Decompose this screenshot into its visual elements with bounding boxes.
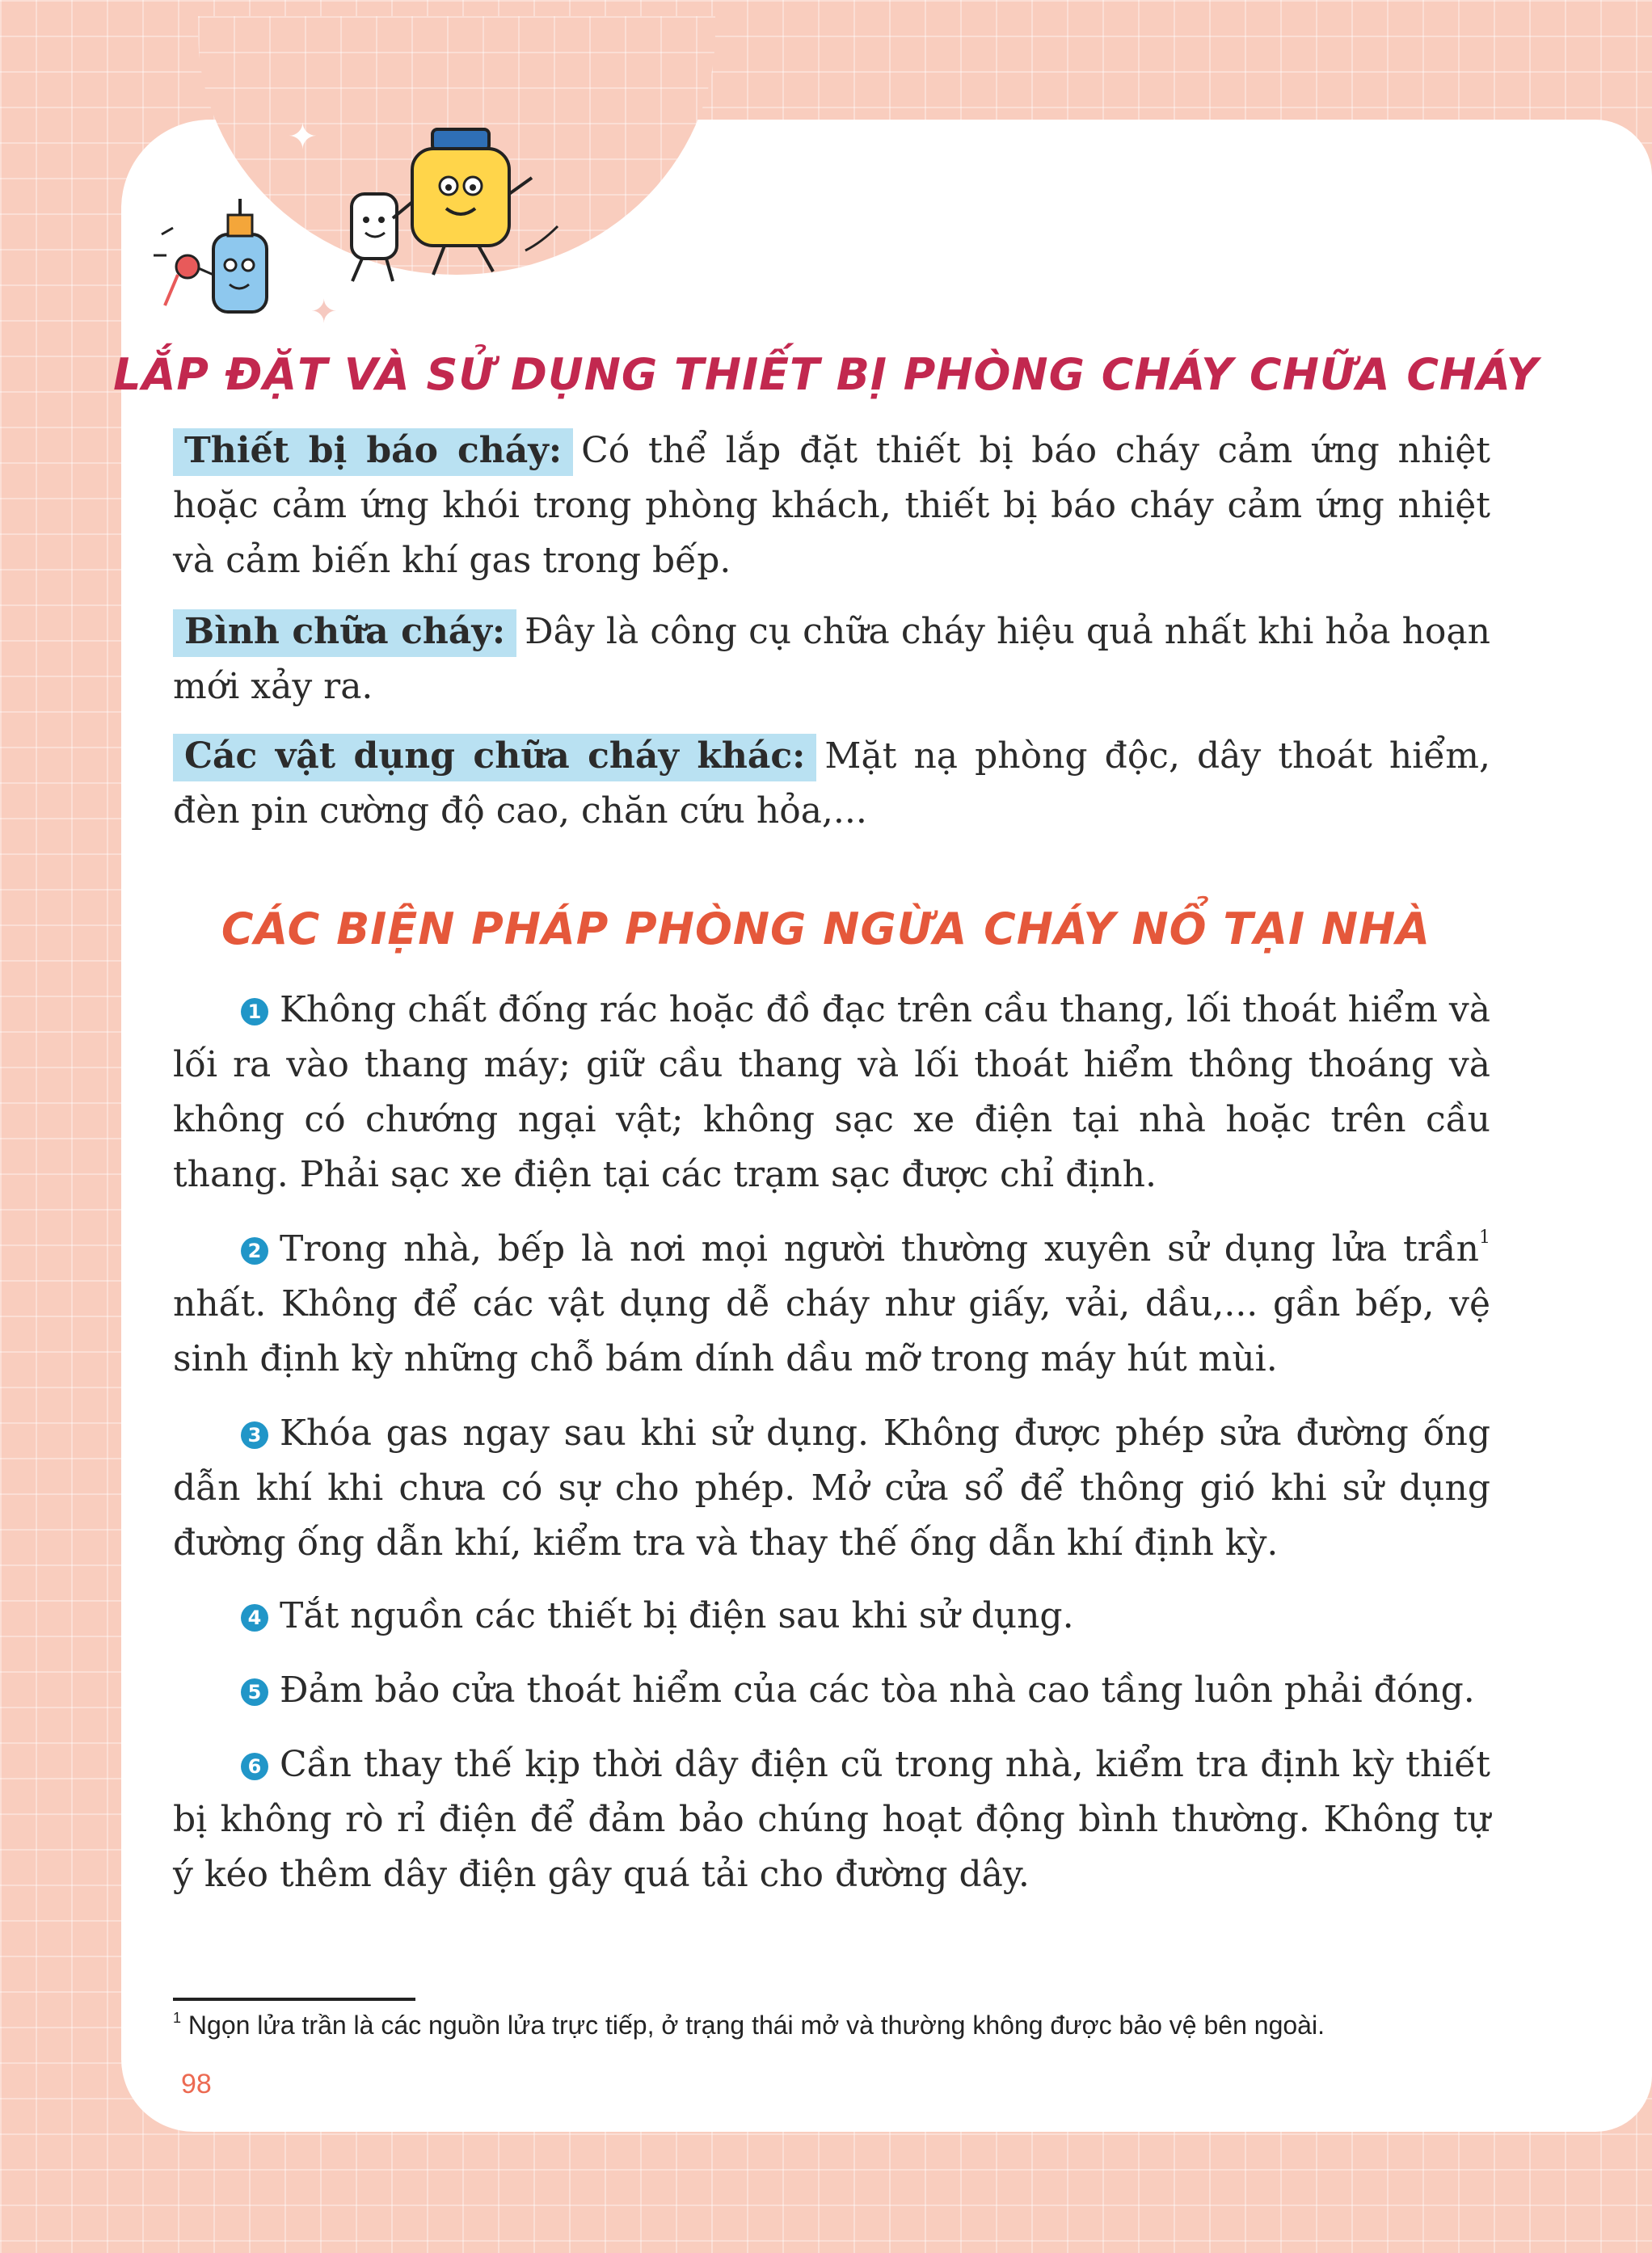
device-text: Mặt nạ phòng độc, dây thoát hiểm, đèn pin cường độ cao, chăn cứu hỏa,... <box>173 735 1491 832</box>
lighter-character-icon <box>352 194 397 281</box>
measure-item <box>173 983 1490 1202</box>
measure-text: nhất. Không để các vật dụng dễ cháy như giấy, vải, dầu,... gần bếp, vệ sinh định kỳ những chỗ bám dính dầu mỡ trong máy hút mùi. <box>173 1283 1490 1379</box>
spray-bottle-character-icon <box>154 199 267 312</box>
measure-text: Tắt nguồn các thiết bị điện sau khi sử dụng. <box>280 1595 1074 1636</box>
footnote-number: 1 <box>173 2010 182 2026</box>
measure-text: Đảm bảo cửa thoát hiểm của các tòa nhà cao tầng luôn phải đóng. <box>280 1670 1475 1711</box>
measure-text: Không chất đống rác hoặc đồ đạc trên cầu thang, lối thoát hiểm và lối ra vào thang máy; giữ cầu thang và lối thoát hiểm thông thoáng và không có chướng ngại vật; không sạc xe điện tại nhà hoặc trên cầu thang. Phải sạc xe điện tại các trạm sạc được chỉ định. <box>173 989 1490 1195</box>
measure-item <box>173 1589 1490 1644</box>
device-paragraph <box>173 604 1490 714</box>
number-badge-icon: 2 <box>241 1237 268 1265</box>
measure-item <box>173 1663 1490 1718</box>
measure-text: Cần thay thế kịp thời dây điện cũ trong nhà, kiểm tra định kỳ thiết bị không rò rỉ điện để đảm bảo chúng hoạt động bình thường. Không tự ý kéo thêm dây điện gây quá tải cho đường dây. <box>173 1744 1490 1895</box>
sparkle-icon: ✦ <box>310 293 338 331</box>
measure-item <box>173 1406 1490 1571</box>
number-badge-icon: 6 <box>241 1753 268 1780</box>
number-badge-icon: 5 <box>241 1678 268 1706</box>
device-label: Thiết bị báo cháy: <box>173 428 573 476</box>
section-title-fire-equipment: LẮP ĐẶT VÀ SỬ DỤNG THIẾT BỊ PHÒNG CHÁY CHỮA CHÁY <box>113 349 1539 400</box>
sparkle-icon: ✦ <box>288 116 318 158</box>
mascot-illustration <box>145 113 598 323</box>
footnote-text: Ngọn lửa trần là các nguồn lửa trực tiếp, ở trạng thái mở và thường không được bảo vệ bên ngoài. <box>188 2011 1325 2040</box>
measure-text: Khóa gas ngay sau khi sử dụng. Không được phép sửa đường ống dẫn khí khi chưa có sự cho phép. Mở cửa sổ để thông gió khi sử dụng đường ống dẫn khí, kiểm tra và thay thế ống dẫn khí định kỳ. <box>173 1413 1490 1564</box>
sparkle-icon: ✦ <box>663 168 693 209</box>
footnote <box>173 2011 1325 2040</box>
jar-character-icon <box>393 129 558 275</box>
footnote-ref: 1 <box>1479 1228 1490 1248</box>
device-text: Đây là công cụ chữa cháy hiệu quả nhất khi hỏa hoạn mới xảy ra. <box>173 611 1490 707</box>
device-label: Các vật dụng chữa cháy khác: <box>173 734 816 781</box>
number-badge-icon: 3 <box>241 1421 268 1449</box>
number-badge-icon: 1 <box>241 998 268 1025</box>
measure-item <box>173 1222 1490 1387</box>
device-label: Bình chữa cháy: <box>173 609 516 657</box>
device-paragraph <box>173 423 1490 588</box>
footnote-divider <box>173 1998 415 2001</box>
measure-text: Trong nhà, bếp là nơi mọi người thường xuyên sử dụng lửa trần <box>280 1228 1479 1270</box>
measure-item <box>173 1737 1490 1902</box>
device-text: Có thể lắp đặt thiết bị báo cháy cảm ứng nhiệt hoặc cảm ứng khói trong phòng khách, thiết bị báo cháy cảm ứng nhiệt và cảm biến khí gas trong bếp. <box>173 430 1490 581</box>
section-title-prevention: CÁC BIỆN PHÁP PHÒNG NGỪA CHÁY NỔ TẠI NHÀ <box>221 903 1431 954</box>
page-number: 98 <box>181 2069 212 2099</box>
number-badge-icon: 4 <box>241 1604 268 1632</box>
device-paragraph <box>173 729 1490 839</box>
